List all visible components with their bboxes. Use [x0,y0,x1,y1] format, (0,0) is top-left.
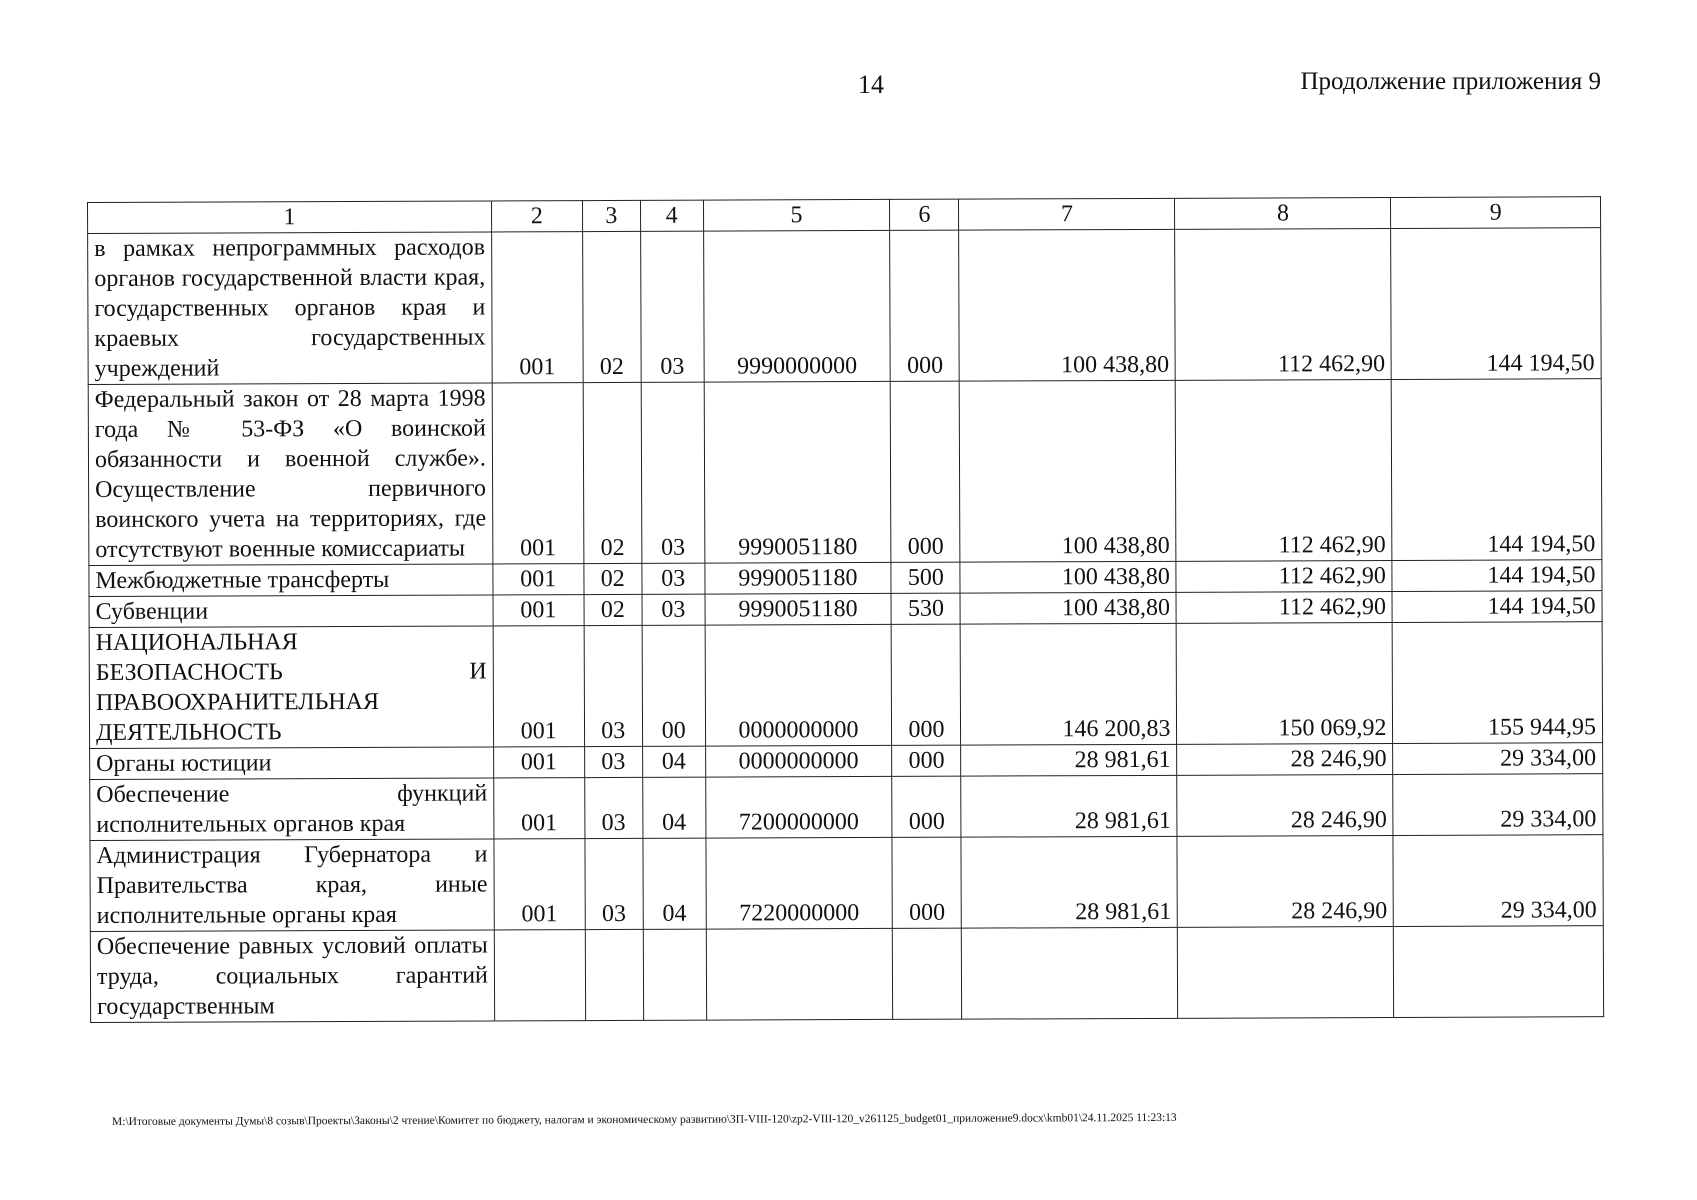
cell-amount-col7: 100 438,80 [960,380,1177,562]
cell-section: 02 [582,231,641,382]
column-header: 4 [640,200,703,231]
budget-table [87,196,1604,1023]
cell-admin-code: 001 [492,383,583,564]
table-row [88,228,1602,385]
cell-expense-type: 530 [891,593,960,624]
row-name: Субвенции [89,595,493,628]
table-row [89,591,1602,628]
cell-target-article: 0000000000 [705,624,892,746]
cell-admin-code: 001 [492,232,583,383]
file-path-footer: M:\Итоговые документы Думы\8 созыв\Проекты\Законы\2 чтение\Комитет по бюджету, налогам и экономическому развитию\ЗП-VIII-120\zp2-VIII-120_v261125_budget01_приложение9.docx\kmb01\24.11.2025 11:23:13 [112,1111,1177,1128]
cell-expense-type: 000 [891,381,961,562]
cell-target-article: 0000000000 [705,745,892,777]
cell-expense-type: 000 [892,745,961,776]
column-header: 3 [582,200,640,231]
cell-section: 02 [583,563,641,594]
cell-amount-col9: 144 194,50 [1392,379,1602,561]
row-name: Органы юстиции [90,747,494,780]
row-name: Обеспечение функций исполнительных органов края [90,778,494,841]
column-header: 6 [890,199,959,230]
cell-admin-code: 001 [493,626,584,747]
table-row [90,926,1603,1023]
cell-amount-col8: 28 246,90 [1177,743,1393,775]
cell-subsection: 03 [642,563,705,594]
cell-amount-col7: 100 438,80 [960,592,1176,624]
table-row [90,774,1603,841]
cell-expense-type: 500 [891,562,960,593]
column-header: 8 [1175,197,1391,229]
row-name: Администрация Губернатора и Правительства края, иные исполнительные органы края [90,839,494,932]
cell-section: 03 [585,838,644,929]
cell-admin-code [494,930,585,1021]
row-name: Федеральный закон от 28 марта 1998 года № 53-ФЗ «О воинской обязанности и военной службе». Осуществление первичного воинского учета на территориях, где отсутствуют военные комиссариаты [88,383,493,566]
cell-amount-col7: 28 981,61 [961,836,1177,928]
column-header: 1 [88,201,492,234]
row-name: НАЦИОНАЛЬНАЯ БЕЗОПАСНОСТЬ И ПРАВООХРАНИТЕЛЬНАЯ ДЕЯТЕЛЬНОСТЬ [89,626,493,749]
cell-section: 03 [584,746,642,777]
cell-target-article: 9990051180 [704,381,892,563]
cell-amount-col8: 112 462,90 [1176,591,1392,623]
cell-admin-code: 001 [493,564,584,595]
row-name: Обеспечение равных условий оплаты труда, социальных гарантий государственным [90,930,494,1023]
row-name: Межбюджетные трансферты [89,564,493,597]
column-header: 2 [491,201,582,232]
cell-amount-col8: 150 069,92 [1177,622,1393,744]
cell-admin-code: 001 [493,747,584,778]
cell-target-article: 7200000000 [705,776,892,838]
table-row [88,379,1602,566]
cell-amount-col7: 28 981,61 [961,775,1177,837]
cell-target-article: 9990000000 [703,230,890,382]
row-name: в рамках непрограммных расходов органов государственной власти края, государственных органов края и краевых государственных учреждений [88,232,492,385]
cell-amount-col7: 28 981,61 [961,744,1177,776]
cell-subsection: 03 [641,382,704,563]
cell-amount-col9 [1394,926,1604,1018]
cell-subsection: 04 [643,777,706,838]
cell-subsection [643,929,706,1020]
table-row [90,743,1603,780]
cell-amount-col9: 29 334,00 [1393,743,1603,775]
cell-section: 02 [584,594,642,625]
cell-subsection: 04 [643,838,706,929]
cell-target-article: 9990051180 [705,593,892,625]
cell-target-article: 9990051180 [704,562,891,594]
cell-amount-col7: 100 438,80 [960,561,1176,593]
cell-amount-col9: 29 334,00 [1393,835,1603,927]
table-row [90,835,1603,932]
table-row [89,560,1602,597]
column-header: 9 [1391,197,1601,229]
cell-expense-type: 000 [892,837,961,928]
cell-admin-code: 001 [493,595,584,626]
cell-target-article: 7220000000 [705,837,892,929]
cell-expense-type: 000 [892,776,961,837]
table-row [89,622,1602,749]
cell-amount-col8: 112 462,90 [1175,228,1392,380]
column-header: 7 [959,198,1175,230]
cell-amount-col7 [962,927,1178,1019]
cell-amount-col8: 112 462,90 [1176,379,1393,561]
column-header: 5 [703,199,890,231]
cell-amount-col9: 144 194,50 [1392,591,1602,623]
cell-section: 02 [583,382,642,563]
cell-amount-col9: 144 194,50 [1391,228,1601,380]
cell-subsection: 00 [642,625,705,746]
cell-admin-code: 001 [494,778,585,839]
cell-section: 03 [584,625,643,746]
cell-amount-col9: 155 944,95 [1393,622,1603,744]
cell-subsection: 03 [642,594,705,625]
cell-section [585,929,644,1020]
cell-target-article [706,928,893,1020]
cell-amount-col8: 28 246,90 [1177,774,1393,836]
cell-amount-col8: 28 246,90 [1177,835,1393,927]
cell-section: 03 [584,777,643,838]
cell-admin-code: 001 [494,839,585,930]
cell-subsection: 03 [641,231,704,382]
cell-amount-col7: 100 438,80 [959,229,1176,381]
cell-amount-col9: 29 334,00 [1393,774,1603,836]
cell-subsection: 04 [643,746,706,777]
cell-expense-type: 000 [890,230,960,381]
cell-amount-col8 [1178,926,1394,1018]
cell-amount-col7: 146 200,83 [961,623,1177,745]
cell-amount-col8: 112 462,90 [1176,560,1392,592]
cell-amount-col9: 144 194,50 [1392,560,1602,592]
cell-expense-type: 000 [891,624,961,745]
page-number: 14 [858,70,884,99]
cell-expense-type [893,928,962,1019]
appendix-note: Продолжение приложения 9 [1300,68,1601,95]
